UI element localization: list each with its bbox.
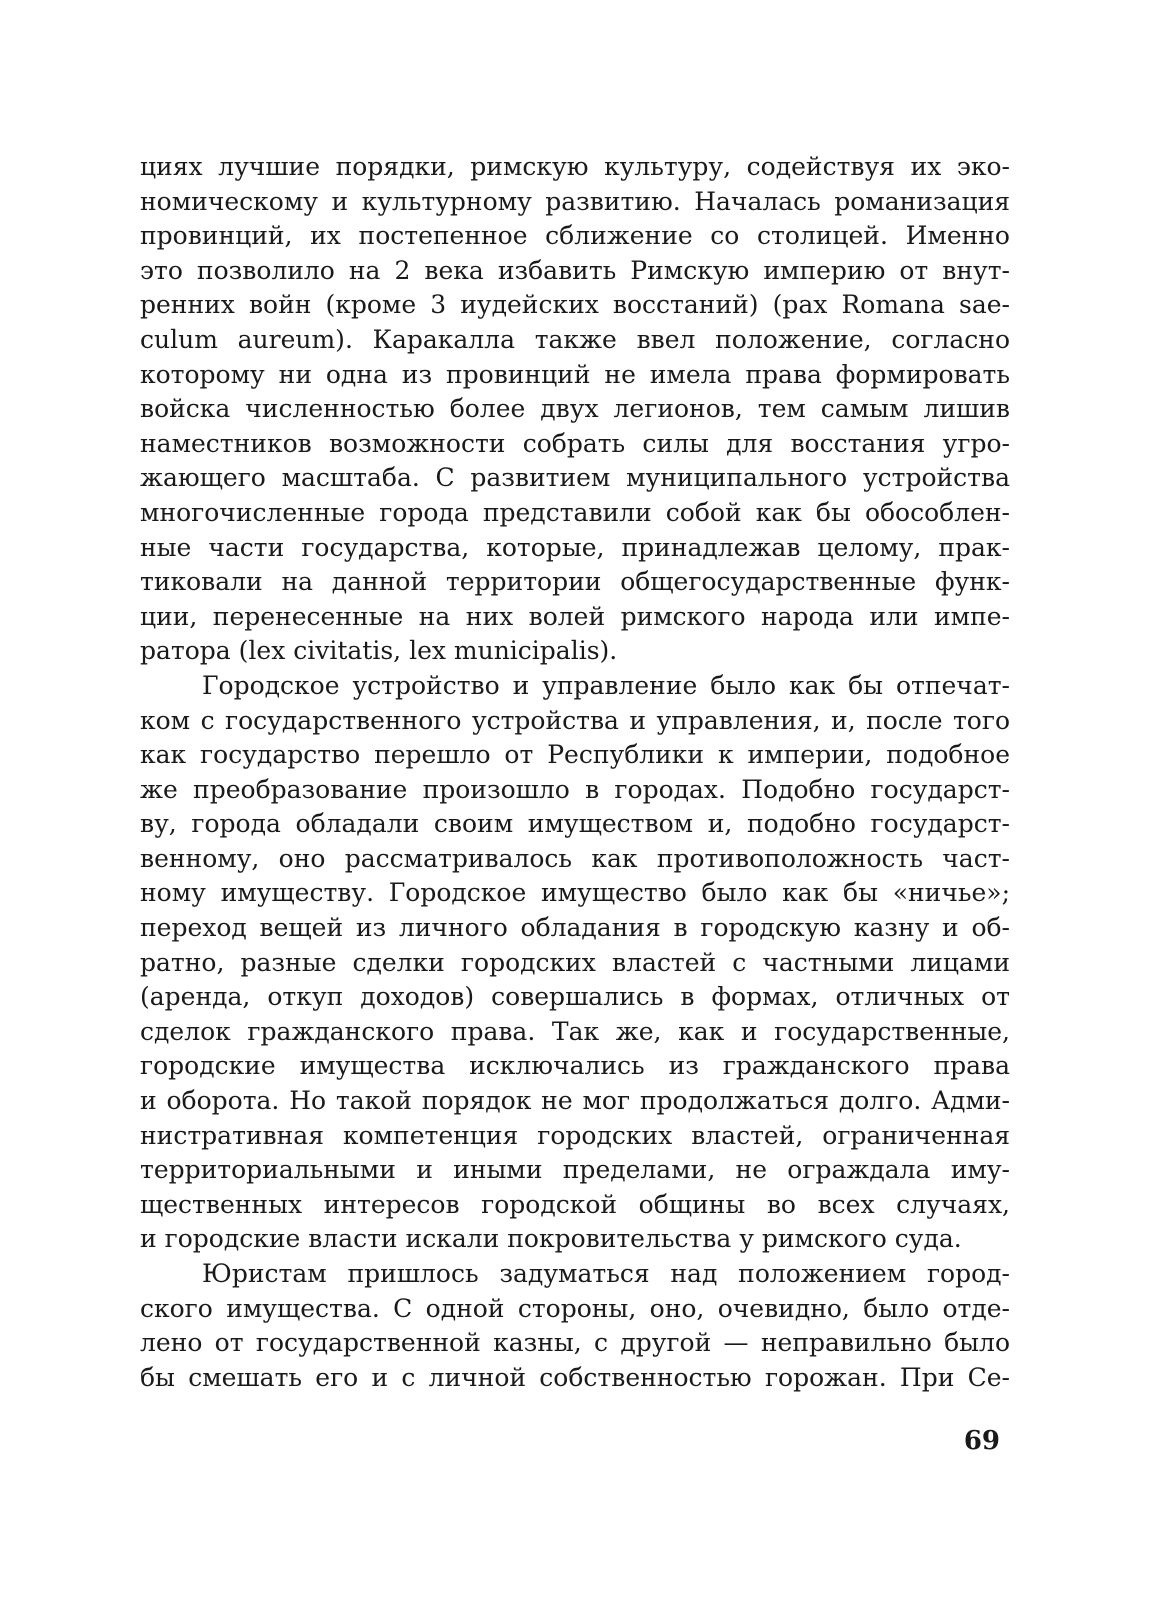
text-line: ции, перенесенные на них волей римского народа или импе- [140,601,1010,631]
text-line: городские имущества исключались из гражданского права [140,1051,1010,1081]
text-line: же преобразование произошло в городах. Подобно государст- [140,774,1010,804]
text-line: это позволило на 2 века избавить Римскую империю от внут- [140,255,1010,285]
text-line: (аренда, откуп доходов) совершались в формах, отличных от [140,982,1010,1012]
text-line: войска численностью более двух легионов, тем самым лишив [140,394,1010,424]
text-line: венному, оно рассматривалось как противоположность част- [140,843,1010,873]
text-line: Городское устройство и управление было как бы отпечат- [202,670,1010,700]
text-line: ратора (lex civitatis, lex municipalis). [140,636,618,666]
text-line: ные части государства, которые, принадлежав целому, прак- [140,532,1010,562]
text-line: провинций, их постепенное сближение со столицей. Именно [140,221,1010,251]
text-line: номическому и культурному развитию. Началась романизация [140,186,1010,216]
text-line: ком с государственного устройства и управления, и, после того [140,705,1010,735]
text-line: ренних войн (кроме 3 иудейских восстаний) (pax Romana sae- [140,290,1010,320]
text-line: ратно, разные сделки городских властей с частными лицами [140,947,1010,977]
text-line: жающего масштаба. С развитием муниципального устройства [140,463,1010,493]
body-text [140,150,1010,1395]
text-line: лено от государственной казны, с другой — неправильно было [140,1328,1010,1358]
text-line: щественных интересов городской общины во всех случаях, [140,1189,1010,1219]
paragraph-1 [140,150,1010,669]
text-line: и оборота. Но такой порядок не мог продолжаться долго. Адми- [140,1086,1010,1116]
text-line: Юристам пришлось задуматься над положением город- [202,1259,1010,1288]
text-line: переход вещей из личного обладания в городскую казну и об- [140,913,1010,943]
text-line: ному имуществу. Городское имущество было как бы «ничье»; [140,878,1010,908]
text-line: нистративная компетенция городских властей, ограниченная [140,1120,1010,1150]
text-line: culum aureum). Каракалла также ввел положение, согласно [140,324,1010,354]
text-line: территориальными и иными пределами, не ограждала иму- [140,1155,1010,1185]
text-line: сделок гражданского права. Так же, как и государственные, [140,1016,1010,1046]
text-line: и городские власти искали покровительства у римского суда. [140,1224,962,1254]
paragraph-3 [140,1257,1010,1395]
paragraph-2 [140,669,1010,1257]
text-line: наместников возможности собрать силы для восстания угро- [140,428,1010,458]
text-line: бы смешать его и с личной собственностью горожан. При Се- [140,1362,1010,1392]
text-line: тиковали на данной территории общегосударственные функ- [140,567,1010,597]
text-line: многочисленные города представили собой как бы обособлен- [140,497,1010,527]
text-line: циях лучшие порядки, римскую культуру, содействуя их эко- [140,152,1010,181]
text-line: ского имущества. С одной стороны, оно, очевидно, было отде- [140,1293,1010,1323]
text-line: которому ни одна из провинций не имела права формировать [140,359,1010,389]
text-line: ву, города обладали своим имуществом и, подобно государст- [140,809,1010,839]
page-number: 69 [963,1426,1000,1456]
text-line: как государство перешло от Республики к империи, подобное [140,740,1010,770]
